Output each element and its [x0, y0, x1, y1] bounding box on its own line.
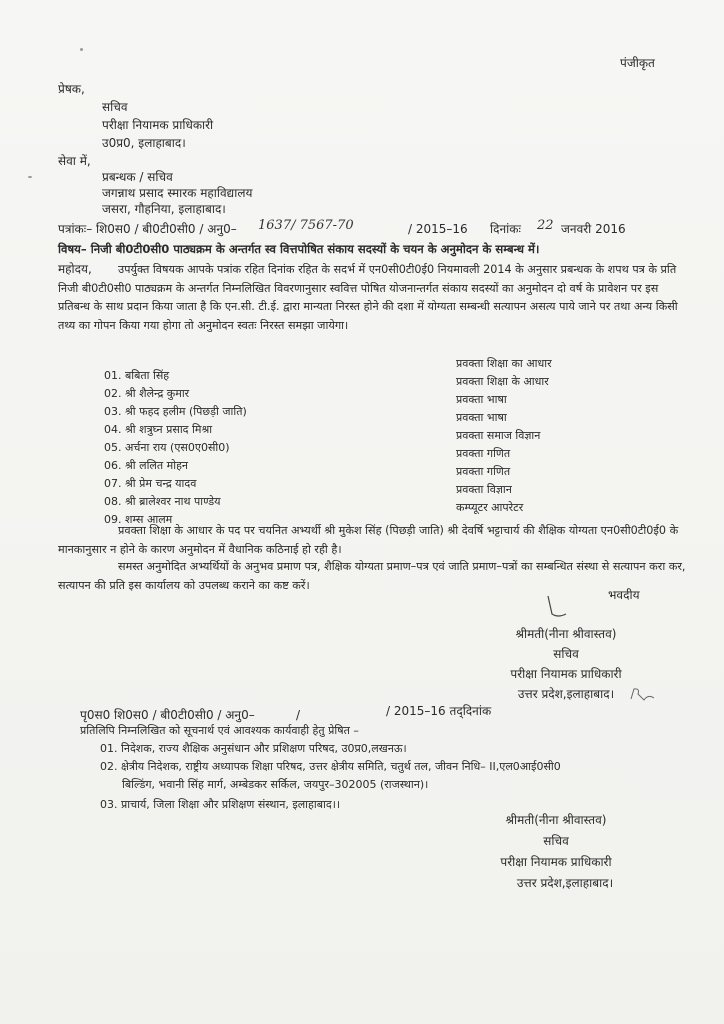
signatory-location: उत्तर प्रदेश,इलाहाबाद।: [516, 876, 614, 890]
staff-name: 05. अर्चना राय (एस0ए0सी0): [104, 441, 230, 454]
copy-reference-date: / 2015–16 तद्‌दिनांक: [386, 704, 492, 718]
subject-line: विषय– निजी बी0टी0सी0 पाठ्यक्रम के अन्तर्गत स्व वित्तपोषित संकाय सदस्यों के चयन के अनुमोदन के सम्बन्ध में।: [58, 242, 540, 256]
handwritten-reference-number: 1637/ 7567-70: [258, 218, 354, 233]
copy-recipient: 01. निदेशक, राज्य शैक्षिक अनुसंधान और प्रशिक्षण परिषद, उ0प्र0,लखनऊ।: [100, 742, 407, 755]
staff-name: 08. श्री ब्रालेश्वर नाथ पाण्डेय: [104, 495, 221, 508]
sender-line: परीक्षा नियामक प्राधिकारी: [102, 118, 214, 132]
staff-post: प्रवक्ता भाषा: [456, 393, 507, 406]
salutation: महोदय,: [58, 262, 92, 276]
signature-mark-icon: [540, 592, 580, 622]
verification-paragraph: समस्त अनुमोदित अभ्यर्थियों के अनुभव प्रमाण पत्र, शैक्षिक योग्यता प्रमाण–पत्र एवं जाति प्रमाण–पत्रों का सम्बन्धित संस्था से सत्यापन करा कर, सत्यापन की प्रति इस कार्यालय को उपलब्ध कराने का कष्ट करें।: [58, 560, 686, 592]
to-label: सेवा में,: [58, 154, 91, 168]
staff-post: प्रवक्ता गणित: [456, 447, 511, 460]
sender-line: उ0प्र0, इलाहाबाद।: [102, 136, 186, 150]
reference-prefix: पत्रांकः– शि0स0 / बी0टी0सी0 / अनु0–: [58, 222, 237, 236]
initials-mark-icon: [628, 686, 658, 704]
staff-post: प्रवक्ता समाज विज्ञान: [456, 429, 541, 442]
signatory-location: उत्तर प्रदेश,इलाहाबाद।: [517, 687, 615, 701]
staff-post: प्रवक्ता गणित: [456, 465, 511, 478]
staff-name: 09. शम्स आलम: [104, 513, 173, 526]
staff-post: प्रवक्ता भाषा: [456, 411, 507, 424]
signature-block: [446, 810, 666, 894]
reference-year: / 2015–16: [408, 222, 468, 236]
scan-speck: [28, 176, 32, 178]
copy-recipient: 02. क्षेत्रीय निदेशक, राष्ट्रीय अध्यापक शिक्षा परिषद, उत्तर क्षेत्रीय समिति, चतुर्थ तल, जीवन निधि– II,एल0आई0सी0: [100, 760, 561, 773]
scan-speck: [80, 48, 83, 51]
staff-name: 01. बबिता सिंह: [104, 369, 170, 382]
registered-mark: पंजीकृत: [620, 56, 655, 70]
signatory-office: परीक्षा नियामक प्राधिकारी: [510, 667, 622, 681]
recipient-line: जसरा, गौहनिया, इलाहाबाद।: [102, 202, 226, 216]
copy-reference-prefix: पृ0स0 शि0स0 / बी0टी0सी0 / अनु0–: [80, 708, 255, 722]
staff-name: 03. श्री फहद हलीम (पिछड़ी जाति): [104, 405, 247, 418]
staff-name: 06. श्री ललित मोहन: [104, 459, 189, 472]
staff-post: प्रवक्ता विज्ञान: [456, 483, 512, 496]
signatory-title: सचिव: [543, 834, 569, 848]
handwritten-date-day: 22: [537, 218, 554, 233]
signatory-office: परीक्षा नियामक प्राधिकारी: [500, 855, 612, 869]
signatory-title: सचिव: [553, 647, 579, 661]
sender-line: सचिव: [102, 100, 128, 114]
copy-recipient-continued: बिल्डिंग, भवानी सिंह मार्ग, अम्बेडकर सर्किल, जयपुर–302005 (राजस्थान)।: [122, 778, 429, 791]
body-paragraph: उपर्युक्त विषयक आपके पत्रांक रहित दिनांक रहित के सदर्भ में एन0सी0टी0ई0 नियमावली 2014 के अनुसार प्रबन्धक के शपथ पत्र के प्रति निजी बी0टी0सी0 पाठ्यक्रम के अन्तर्गत निम्नलिखित विवरणानुसार स्ववित्त पोषित योजनान्तर्गत संकाय सदस्यों का अनुमोदन दो वर्ष के प्रावेशन पर इस प्रतिबन्ध के साथ प्रदान किया जाता है कि एन.सी. टी.ई. द्वारा मान्यता निरस्त होने की दशा में योग्यता सम्बन्धी सत्यापन असत्य पाये जाने पर तथा अन्य किसी तथ्य का गोपन किया गया होगा तो अनुमोदन स्वतः निरस्त समझा जायेगा।: [58, 263, 678, 332]
recipient-line: जगन्नाथ प्रसाद स्मारक महाविद्यालय: [102, 186, 253, 200]
staff-name: 02. श्री शैलेन्द्र कुमार: [104, 387, 190, 400]
copy-reference-slash: /: [296, 708, 301, 722]
recipient-line: प्रबन्धक / सचिव: [102, 170, 173, 184]
signatory-name: श्रीमती(नीना श्रीवास्तव): [505, 813, 607, 827]
date-rest: जनवरी 2016: [561, 222, 626, 236]
sender-label: प्रेषक,: [58, 82, 85, 96]
staff-name: 07. श्री प्रेम चन्द्र यादव: [104, 477, 197, 490]
staff-post: प्रवक्ता शिक्षा का आधार: [456, 357, 552, 370]
staff-post: प्रवक्ता शिक्षा के आधार: [456, 375, 549, 388]
closing: भवदीय: [608, 588, 640, 602]
staff-name: 04. श्री शत्रुघ्न प्रसाद मिश्रा: [104, 423, 213, 436]
copy-intro: प्रतिलिपि निम्नलिखित को सूचनार्थ एवं आवश्यक कार्यवाही हेतु प्रेषित –: [80, 724, 359, 737]
signatory-name: श्रीमती(नीना श्रीवास्तव): [515, 627, 617, 641]
date-label: दिनांकः: [490, 222, 521, 236]
note-paragraph: प्रवक्ता शिक्षा के आधार के पद पर चयनित अभ्यर्थी श्री मुकेश सिंह (पिछड़ी जाति) श्री देवर्षि भट्टाचार्य की शैक्षिक योग्यता एन0सी0टी0ई0 के मानकानुसार न होने के कारण अनुमोदन में वैधानिक कठिनाई हो रही है।: [58, 524, 679, 556]
copy-recipient: 03. प्राचार्य, जिला शिक्षा और प्रशिक्षण संस्थान, इलाहाबाद।।: [100, 798, 341, 811]
staff-post: कम्प्यूटर आपरेटर: [456, 501, 524, 514]
